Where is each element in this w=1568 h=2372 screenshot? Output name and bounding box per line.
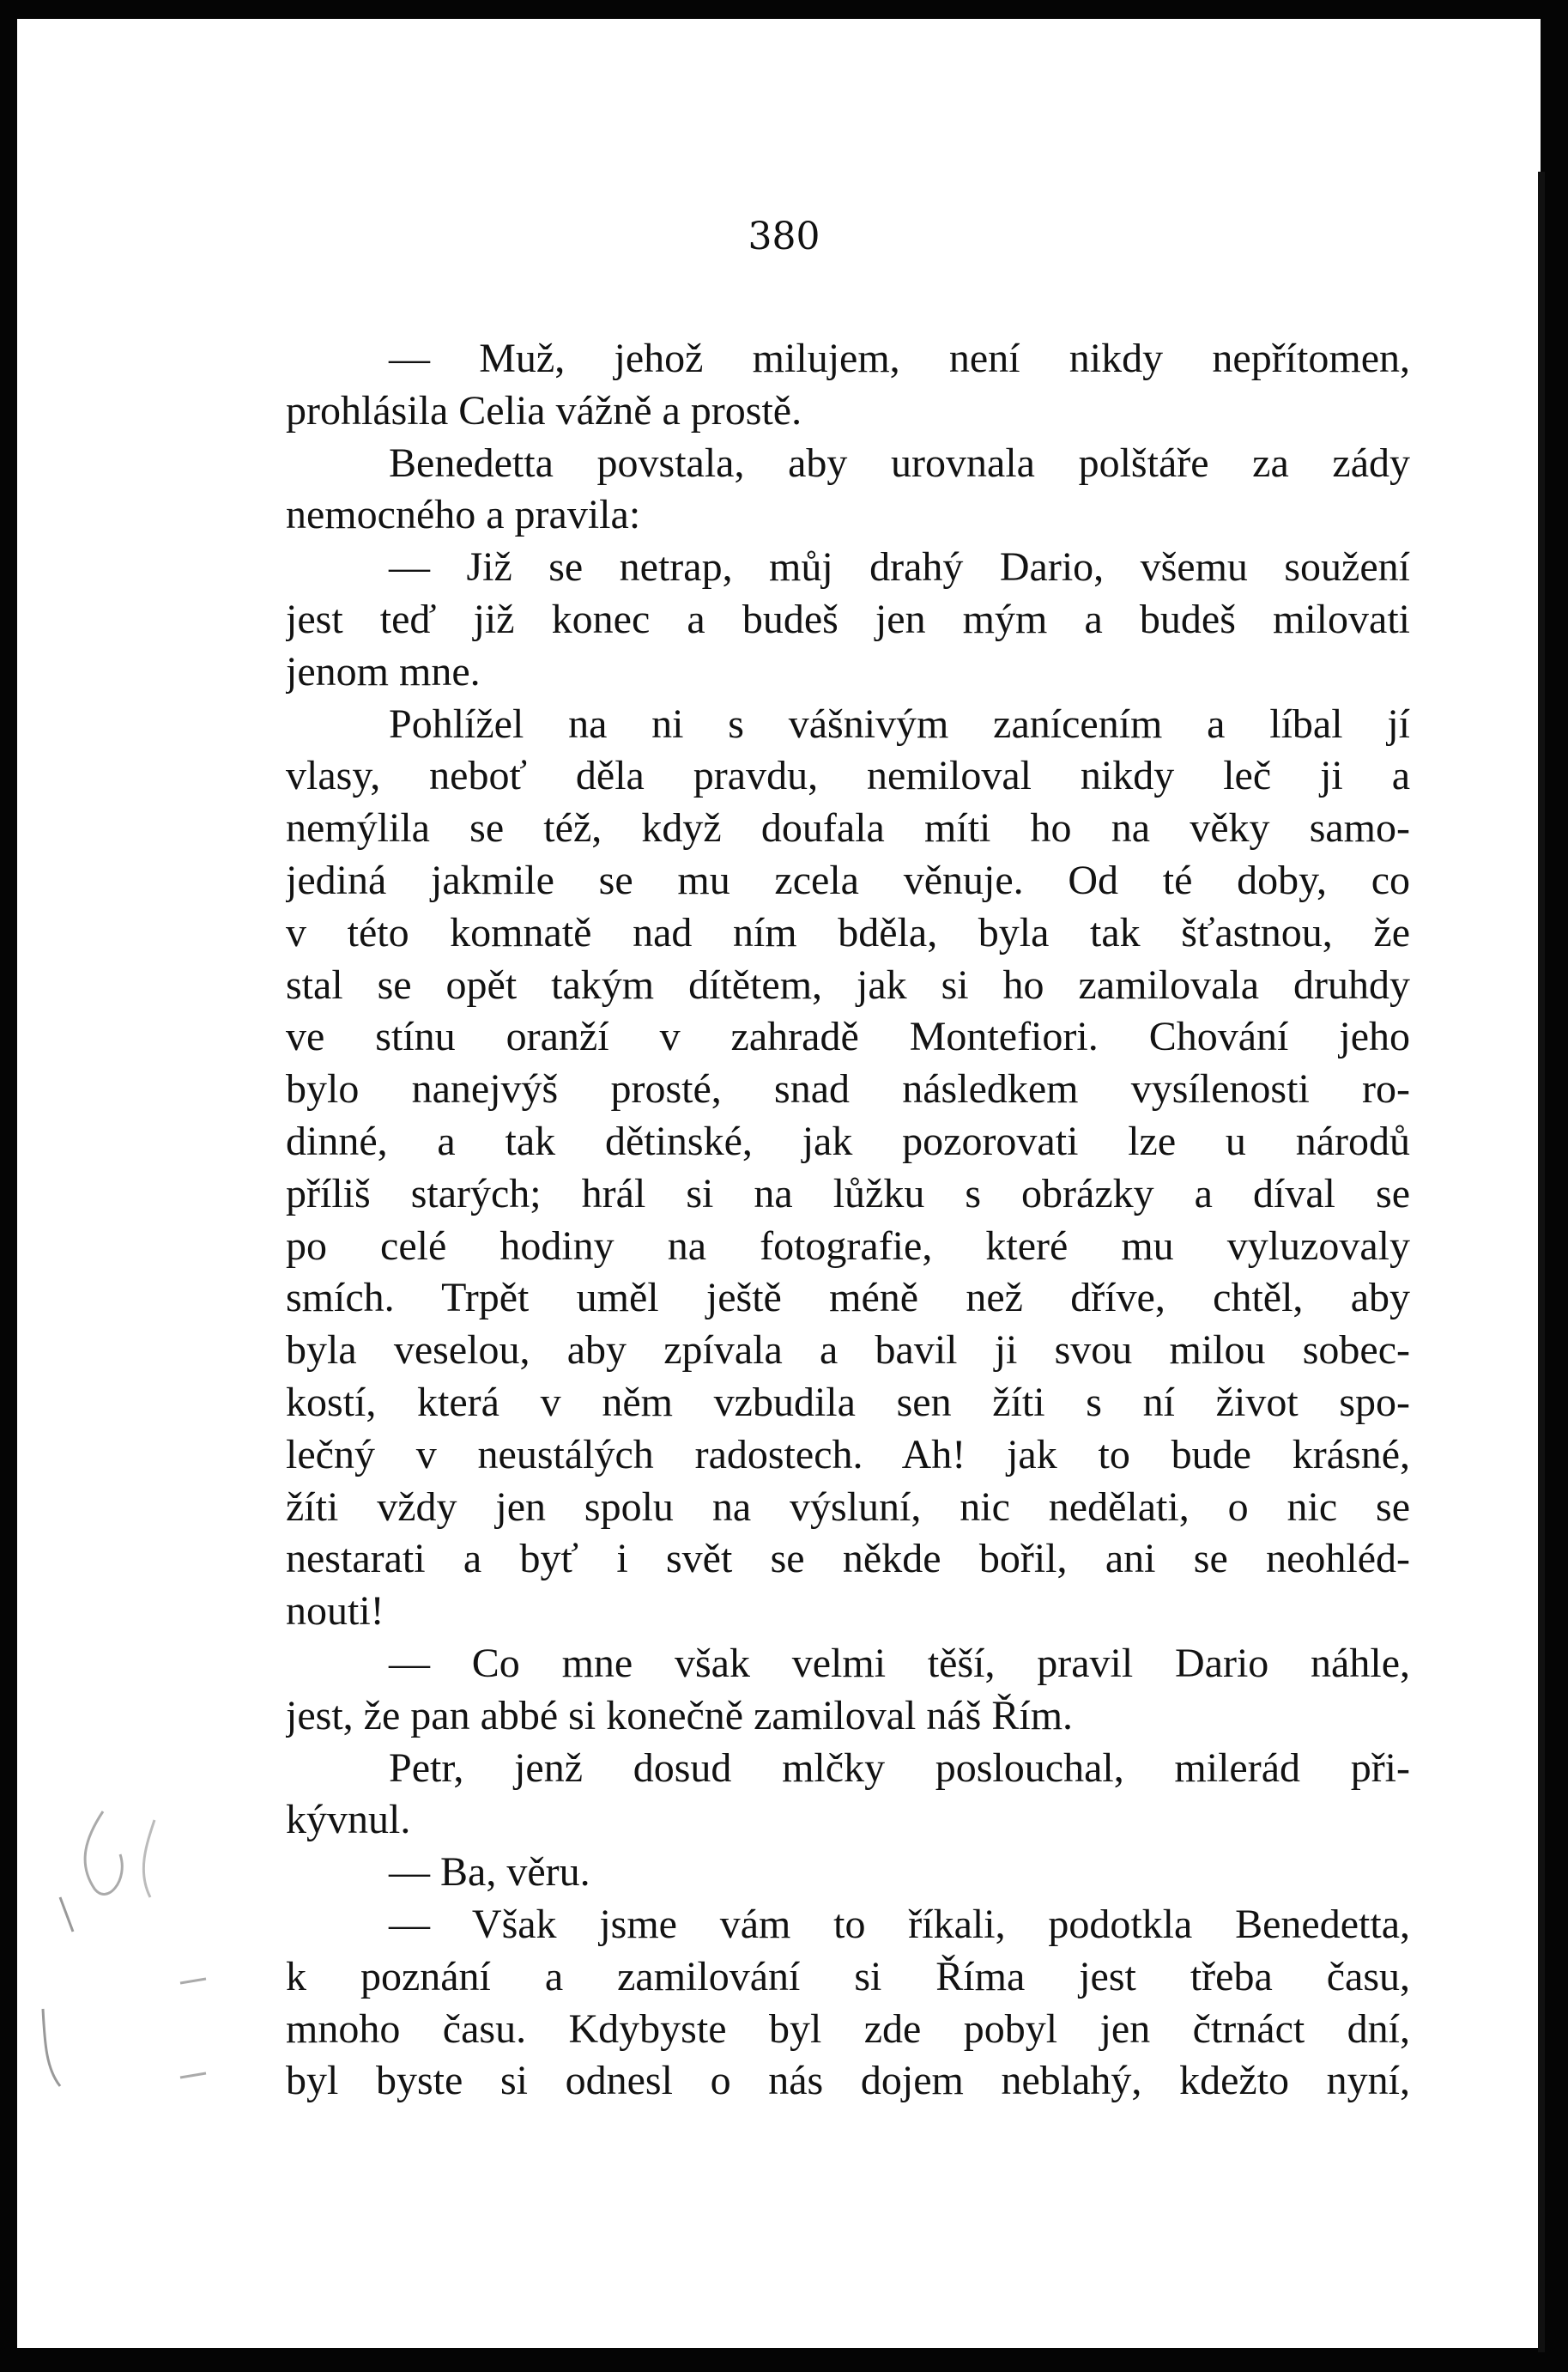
text-line: byl byste si odnesl o nás dojem neblahý, kdežto nyní, <box>286 2058 1410 2104</box>
text-line: jest, že pan abbé si konečně zamiloval náš Řím. <box>286 1692 1074 1738</box>
text-line: mnoho času. Kdybyste byl zde pobyl jen čtrnáct dní, <box>286 2005 1410 2052</box>
text-line: — Již se netrap, můj drahý Dario, všemu soužení <box>389 544 1410 591</box>
page-number: 380 <box>748 215 820 258</box>
text-line: kývnul. <box>286 1797 411 1843</box>
scan-border-right-inner <box>1538 172 1545 2352</box>
text-line: Petr, jenž dosud mlčky poslouchal, milerád při- <box>389 1744 1410 1791</box>
text-line: — Ba, věru. <box>389 1849 590 1896</box>
scan-border-left <box>0 0 17 2372</box>
text-line: stal se opět takým dítětem, jak si ho zamilovala druhdy <box>286 962 1410 1008</box>
scan-border-bottom <box>0 2348 1568 2372</box>
text-line: bylo nanejvýš prosté, snad následkem vysílenosti ro- <box>286 1066 1410 1113</box>
text-line: lečný v neustálých radostech. Ah! jak to bude krásné, <box>286 1431 1410 1477</box>
text-line: nestarati a byť i svět se někde bořil, ani se neohléd- <box>286 1536 1410 1582</box>
text-line: vlasy, neboť děla pravdu, nemiloval nikdy leč ji a <box>286 753 1410 799</box>
text-line: žíti vždy jen spolu na výsluní, nic nedělati, o nic se <box>286 1483 1410 1530</box>
text-line: — Muž, jehož milujem, není nikdy nepřítomen, <box>389 336 1410 381</box>
body-text <box>286 333 1410 2108</box>
text-line: dinné, a tak dětinské, jak pozorovati lze u národů <box>286 1118 1410 1164</box>
text-line: kostí, která v něm vzbudila sen žíti s ní život spo- <box>286 1379 1410 1425</box>
text-line: Pohlížel na ni s vášnivým zanícením a líbal jí <box>389 701 1410 747</box>
text-line: nemocného a pravila: <box>286 492 641 538</box>
text-line: nemýlila se též, když doufala míti ho na věky samo- <box>286 805 1410 852</box>
scan-border-top <box>0 0 1568 19</box>
text-line: jediná jakmile se mu zcela věnuje. Od té doby, co <box>286 857 1410 903</box>
text-line: — Co mne však velmi těší, pravil Dario náhle, <box>389 1640 1410 1686</box>
text-line: prohlásila Celia vážně a prostě. <box>286 387 802 434</box>
text-line: v této komnatě nad ním bděla, byla tak šťastnou, že <box>286 909 1410 955</box>
text-line: ve stínu oranží v zahradě Montefiori. Chování jeho <box>286 1014 1410 1060</box>
text-line: Benedetta povstala, aby urovnala polštáře za zády <box>389 440 1410 486</box>
text-line: smích. Trpět uměl ještě méně než dříve, chtěl, aby <box>286 1275 1410 1321</box>
text-line: — Však jsme vám to říkali, podotkla Benedetta, <box>389 1901 1410 1947</box>
text-line: příliš starých; hrál si na lůžku s obrázky a díval se <box>286 1170 1410 1216</box>
text-line: nouti! <box>286 1588 384 1635</box>
margin-pencil-marks <box>26 1786 215 2095</box>
text-line: byla veselou, aby zpívala a bavil ji svou milou sobec- <box>286 1327 1410 1374</box>
text-line: po celé hodiny na fotografie, které mu vyluzovaly <box>286 1222 1410 1269</box>
text-line: jenom mne. <box>286 648 481 695</box>
text-line: k poznání a zamilování si Říma jest třeba času, <box>286 1953 1410 1999</box>
text-line: jest teď již konec a budeš jen mým a budeš milovati <box>286 596 1410 642</box>
